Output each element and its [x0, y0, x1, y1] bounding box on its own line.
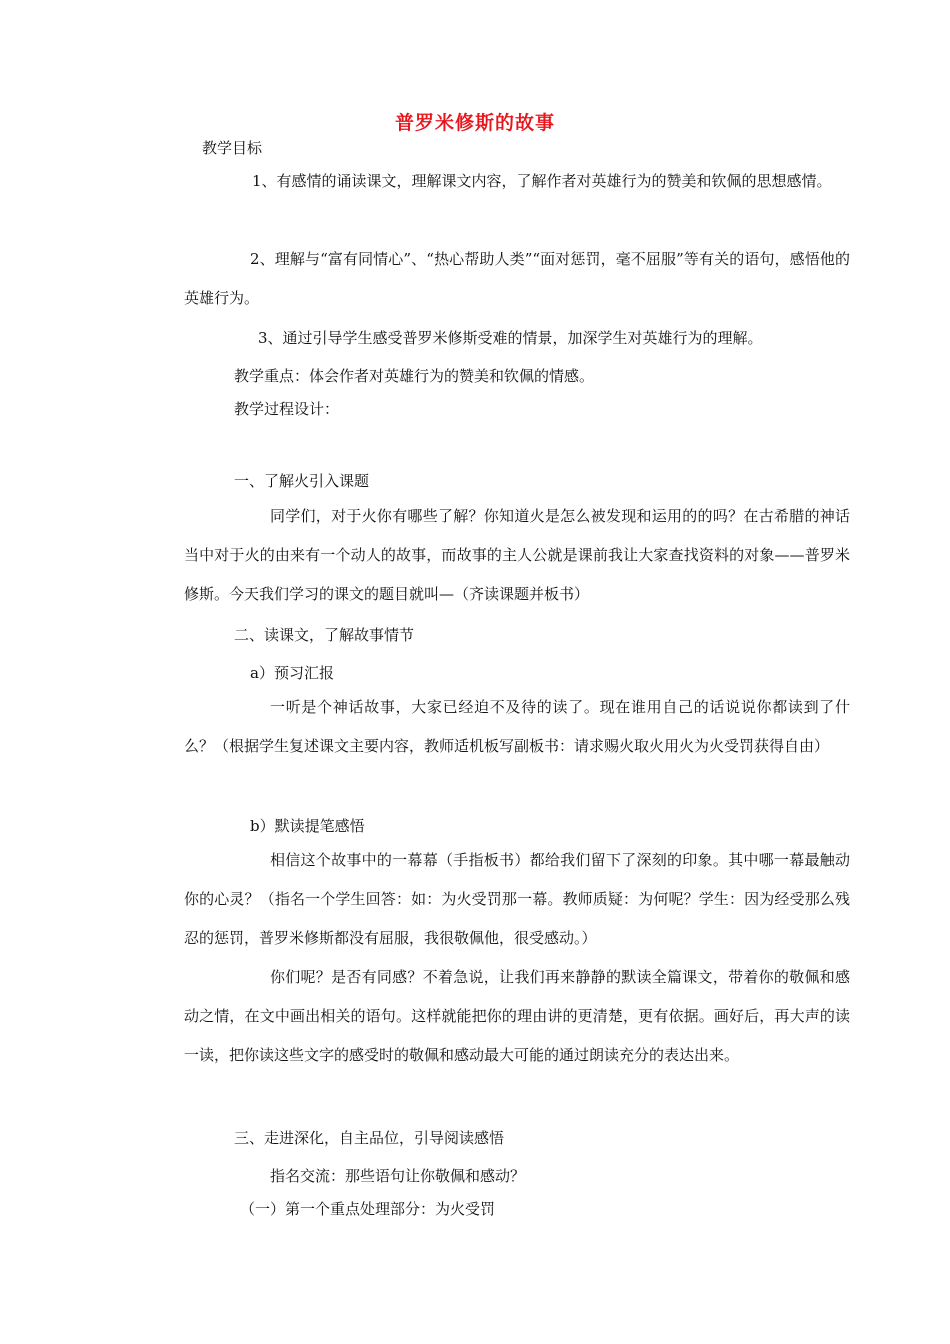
sub-b-heading: b）默读提笔感悟 — [250, 817, 365, 835]
section-3-heading: 三、走进深化，自主品位，引导阅读感悟 — [234, 1129, 505, 1147]
section-2-heading: 二、读课文，了解故事情节 — [234, 626, 415, 644]
section-1-heading: 一、了解火引入课题 — [234, 472, 370, 490]
document-title: 普罗米修斯的故事 — [394, 112, 555, 134]
section-1-text: 同学们，对于火你有哪些了解？你知道火是怎么被发现和运用的的吗？在古希腊的神话当中对于火的由来有一个动人的故事，而故事的主人公就是课前我让大家查找资料的对象——普罗米修斯。今天我们学习的课文的题目就叫—（齐读课题并板书） — [184, 507, 850, 603]
section-3-text: 指名交流：那些语句让你敬佩和感动？ — [270, 1167, 526, 1185]
sub-b-text-1: 相信这个故事中的一幕幕（手指板书）都给我们留下了深刻的印象。其中哪一幕最触动你的心灵？（指名一个学生回答：如：为火受罚那一幕。教师质疑：为何呢？学生：因为经受那么残忍的惩罚，普罗米修斯都没有屈服，我很敬佩他，很受感动。） — [184, 851, 850, 947]
sub-a-heading: a）预习汇报 — [250, 664, 334, 682]
objectives-heading: 教学目标 — [202, 139, 263, 157]
section-3-sub-heading: （一）第一个重点处理部分：为火受罚 — [240, 1200, 496, 1218]
key-point: 教学重点：体会作者对英雄行为的赞美和钦佩的情感。 — [234, 367, 595, 385]
sub-b-text-2: 你们呢？是否有同感？不着急说，让我们再来静静的默读全篇课文，带着你的敬佩和感动之情，在文中画出相关的语句。这样就能把你的理由讲的更清楚，更有依据。画好后，再大声的读一读，把你读这些文字的感受时的敬佩和感动最大可能的通过朗读充分的表达出来。 — [184, 968, 850, 1064]
sub-a-text: 一听是个神话故事，大家已经迫不及待的读了。现在谁用自己的话说说你都读到了什么？（根据学生复述课文主要内容，教师适机板写副板书：请求赐火取火用火为火受罚获得自由） — [184, 698, 850, 755]
objective-2: 2、理解与“富有同情心”、“热心帮助人类”“面对惩罚，毫不屈服”等有关的语句，感悟他的英雄行为。 — [184, 250, 850, 307]
objective-3: 3、通过引导学生感受普罗米修斯受难的情景，加深学生对英雄行为的理解。 — [258, 329, 763, 347]
objective-1: 1、有感情的诵读课文，理解课文内容，了解作者对英雄行为的赞美和钦佩的思想感情。 — [252, 172, 832, 190]
process-heading: 教学过程设计： — [234, 400, 340, 418]
